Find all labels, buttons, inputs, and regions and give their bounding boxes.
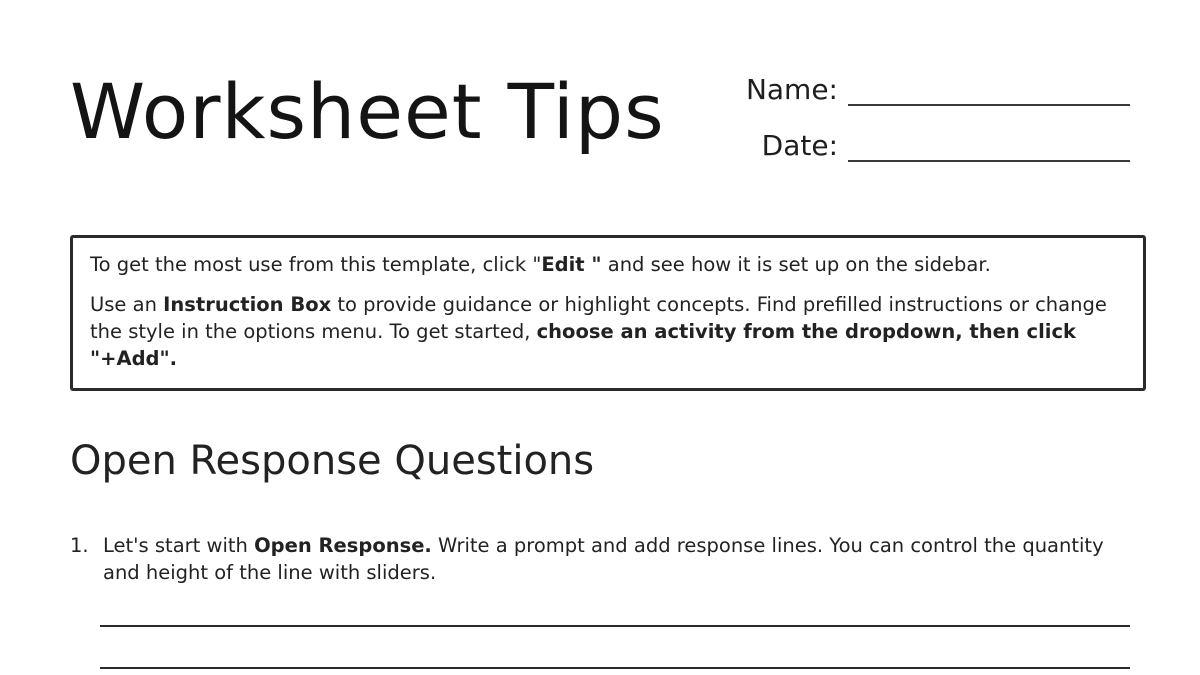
instruction-p2-bold-1: Instruction Box: [163, 293, 332, 316]
instruction-p2-text: Use an: [90, 293, 164, 316]
question-text-post: Write a prompt and add response lines. You can control the quantity and height of the line with sliders.: [103, 534, 1104, 584]
worksheet-title: Worksheet Tips: [70, 67, 665, 156]
instruction-p2-bold-2: choose an activity from the dropdown, then click "+Add".: [90, 320, 1076, 370]
instruction-p2-text-mid: to provide guidance or highlight concepts. Find prefilled instructions or change the style in the options menu. To get started,: [90, 293, 1107, 343]
name-row: [738, 70, 1130, 110]
instruction-paragraph-2: [90, 291, 1126, 372]
name-field-line[interactable]: [848, 104, 1130, 106]
response-line[interactable]: [100, 667, 1130, 669]
name-label: Name:: [745, 73, 838, 106]
question-text: [103, 532, 1130, 586]
question-item: [70, 532, 1130, 586]
question-text-pre: Let's start with: [103, 534, 255, 557]
question-number: 1.: [70, 534, 89, 557]
question-text-bold: Open Response.: [254, 534, 432, 557]
instruction-p1-bold: Edit ": [541, 253, 602, 276]
instruction-paragraph-1: [90, 251, 1126, 278]
date-row: [738, 126, 1130, 166]
response-line[interactable]: [100, 625, 1130, 627]
section-heading: Open Response Questions: [70, 438, 595, 484]
instruction-box: [70, 235, 1146, 391]
date-label: Date:: [761, 129, 838, 162]
date-field-line[interactable]: [848, 160, 1130, 162]
instruction-p1-text-end: and see how it is set up on the sidebar.: [601, 253, 991, 276]
instruction-p1-text: To get the most use from this template, click ": [90, 253, 542, 276]
